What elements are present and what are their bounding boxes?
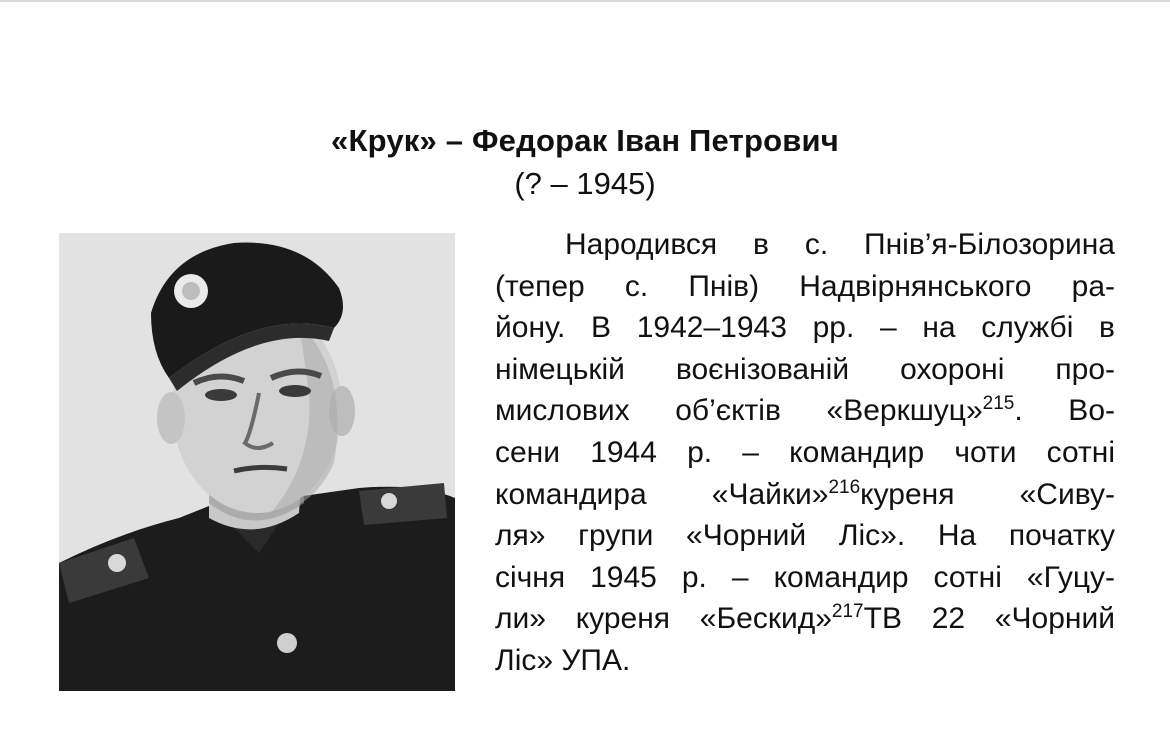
footnote-ref: 217 [831, 601, 864, 623]
bio-line: йону. В 1942–1943 рр. – на службі в [495, 311, 1115, 345]
life-dates: (? – 1945) [514, 166, 656, 201]
bio-line: ли» куреня «Бескид»$^{217}$ТВ 22 «Чорний [495, 601, 1115, 636]
footnote-ref: 215 [982, 393, 1015, 415]
bio-line: Народився в с. Пнів’я-Білозорина [565, 228, 1115, 261]
page-title: «Крук» – Федорак Іван Петрович [331, 123, 839, 158]
bio-line: мислових об’єктів «Веркшуц»$^{215}$. Во- [495, 393, 1115, 428]
bio-line: (тепер с. Пнів) Надвірнянського ра- [495, 269, 1115, 303]
portrait-photo [59, 233, 455, 691]
biography-text [495, 224, 1115, 682]
top-rule [0, 0, 1170, 2]
footnote-ref: 216 [828, 476, 861, 498]
bio-line: командира «Чайки»$^{216}$куреня «Сиву- [495, 476, 1115, 511]
bio-line: сени 1944 р. – командир чоти сотні [495, 435, 1115, 469]
bio-line: німецькій воєнізованій охороні про- [495, 352, 1115, 386]
bio-line: Ліс» УПА. [495, 643, 631, 677]
portrait-photo-icon [59, 233, 455, 691]
bio-line: ля» групи «Чорний Ліс». На початку [495, 519, 1115, 553]
bio-line: січня 1945 р. – командир сотні «Гуцу- [495, 560, 1115, 594]
